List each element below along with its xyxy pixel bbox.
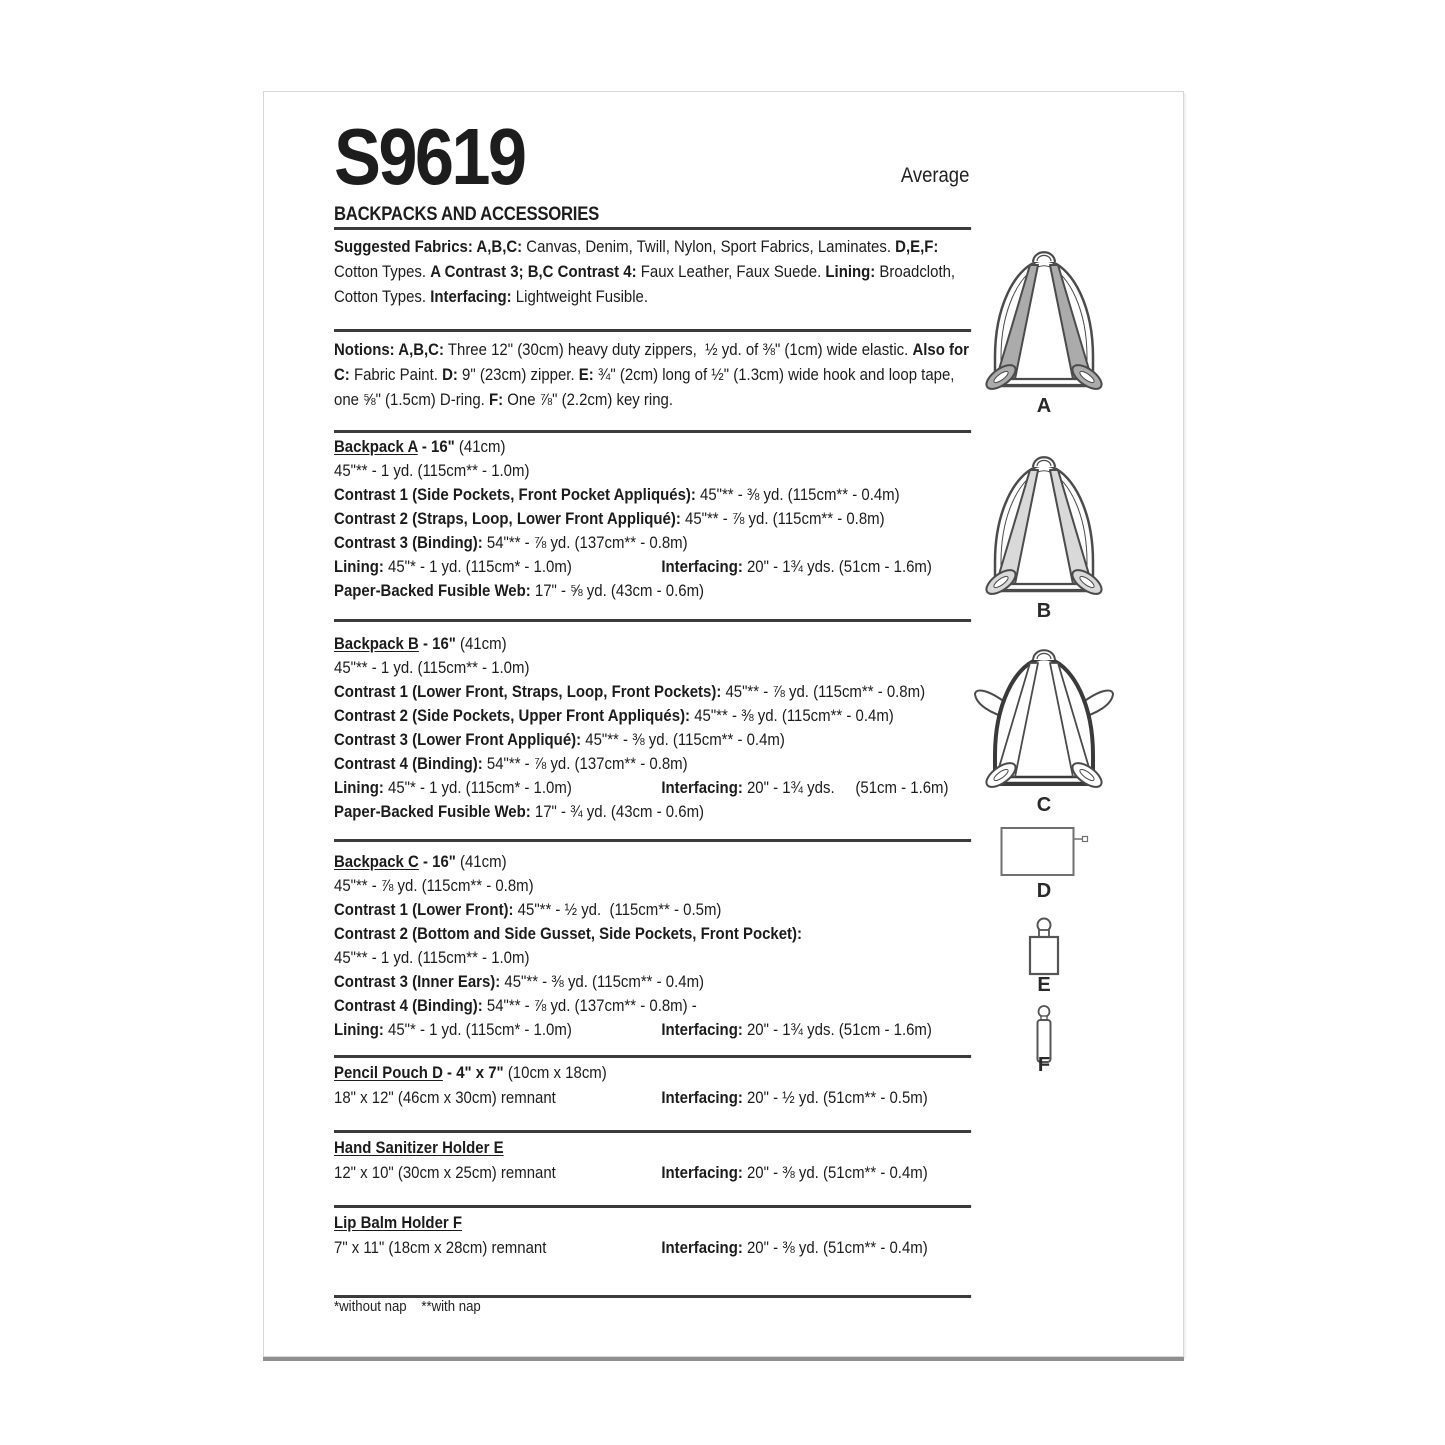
lip-balm-holder-f-section: [334, 1210, 971, 1260]
text-segment: Fabric Paint.: [349, 365, 443, 384]
text-segment: 45"** - ⅜ yd. (115cm** - 0.4m): [581, 730, 785, 749]
hand-sanitizer-holder-label: E: [1037, 974, 1051, 996]
text-segment: Paper-Backed Fusible Web:: [334, 581, 531, 600]
text-segment: Interfacing:: [430, 287, 512, 306]
text-line: [334, 776, 971, 800]
line-main: [334, 682, 925, 701]
backpack-c-label: C: [1036, 794, 1052, 816]
line-main: [334, 437, 505, 456]
text-segment: Interfacing:: [661, 1238, 743, 1257]
line-main: [334, 778, 572, 797]
text-segment: One ⅞" (2.2cm) key ring.: [503, 390, 674, 409]
backpack-b-label: B: [1036, 600, 1052, 622]
text-segment: Faux Leather, Faux Suede.: [636, 262, 826, 281]
interfacing-column: [661, 1235, 927, 1260]
text-segment: 45"** - ⅞ yd. (115cm** - 0.8m): [680, 509, 885, 528]
text-segment: 45"** - ⅜ yd. (115cm** - 0.4m): [695, 485, 900, 504]
text-segment: Also for: [912, 340, 969, 359]
line-main: [334, 996, 697, 1015]
text-segment: (41cm): [454, 437, 506, 456]
section-divider: [334, 619, 971, 622]
text-segment: Interfacing:: [661, 1088, 743, 1107]
text-line: [334, 1135, 971, 1160]
text-segment: Cotton Types.: [334, 262, 431, 281]
text-line: [334, 680, 971, 704]
lip-balm-holder-label: F: [1037, 1054, 1051, 1076]
text-segment: Contrast 3 (Binding):: [334, 533, 483, 552]
suggested-fabrics: [334, 234, 971, 309]
text-line: [334, 728, 971, 752]
text-segment: 45"* - 1 yd. (115cm* - 1.0m): [383, 557, 572, 576]
interfacing-column: [661, 1085, 927, 1110]
text-line: [334, 1060, 971, 1085]
section-divider: [334, 329, 971, 332]
interfacing-column: [661, 555, 932, 579]
line-main: [334, 948, 529, 967]
text-line: [334, 800, 971, 824]
text-line: [334, 284, 971, 309]
text-segment: 45"** - 1 yd. (115cm** - 1.0m): [334, 461, 530, 480]
interfacing-column: [661, 776, 948, 800]
text-line: [334, 1160, 971, 1185]
line-main: [334, 658, 529, 677]
line-main: [334, 237, 938, 256]
hand-sanitizer-holder-e-section: [334, 1135, 971, 1185]
line-main: [334, 1063, 607, 1082]
text-segment: Contrast 2 (Bottom and Side Gusset, Side Pockets, Front Pocket):: [334, 924, 802, 943]
text-segment: Pencil Pouch D: [334, 1063, 443, 1082]
text-segment: Contrast 2 (Straps, Loop, Lower Front Appliqué):: [334, 509, 681, 528]
line-main: [334, 1020, 572, 1039]
text-line: [334, 435, 971, 459]
text-line: [334, 1210, 971, 1235]
text-segment: Contrast 1 (Lower Front):: [334, 900, 514, 919]
text-segment: F:: [488, 390, 504, 409]
text-segment: Lining:: [334, 557, 384, 576]
text-line: [334, 531, 971, 555]
line-main: [334, 365, 954, 384]
text-segment: - 16": [417, 437, 455, 456]
text-segment: Lip Balm Holder F: [334, 1213, 463, 1232]
text-segment: C:: [334, 365, 350, 384]
text-segment: 17" - ¾ yd. (43cm - 0.6m): [530, 802, 705, 821]
text-line: [334, 337, 971, 362]
text-column: [334, 92, 971, 1356]
text-segment: 45"** - 1 yd. (115cm** - 1.0m): [334, 658, 530, 677]
text-segment: ¾" (2cm) long of ½" (1.3cm) wide hook and loop tape,: [593, 365, 955, 384]
line-main: [334, 852, 507, 871]
text-segment: Backpack A: [334, 437, 418, 456]
text-line: [334, 656, 971, 680]
line-main: [334, 1088, 556, 1107]
pencil-pouch-icon: [999, 824, 1089, 882]
text-segment: - 16": [418, 852, 456, 871]
text-segment: Broadcloth,: [875, 262, 956, 281]
text-segment: 9" (23cm) zipper.: [457, 365, 579, 384]
text-line: [334, 850, 971, 874]
text-segment: 20" - ⅜ yd. (51cm** - 0.4m): [742, 1238, 928, 1257]
text-segment: Contrast 2 (Side Pockets, Upper Front Appliqués):: [334, 706, 691, 725]
category-title: BACKPACKS AND ACCESSORIES: [334, 204, 599, 225]
line-main: [334, 509, 885, 528]
text-segment: (41cm): [455, 852, 507, 871]
line-main: [334, 262, 955, 281]
text-segment: 20" - 1¾ yds. (51cm - 1.6m): [742, 778, 949, 797]
line-main: [334, 972, 704, 991]
text-line: [334, 579, 971, 603]
text-line: [334, 922, 971, 946]
text-segment: Lining:: [825, 262, 876, 281]
interfacing-column: [661, 1018, 932, 1042]
text-segment: one ⅝" (1.5cm) D-ring.: [334, 390, 489, 409]
text-segment: (41cm): [455, 634, 507, 653]
backpack-a-line-art: [974, 242, 1114, 392]
line-main: [334, 287, 648, 306]
text-segment: E:: [578, 365, 594, 384]
text-line: [334, 704, 971, 728]
line-main: [334, 461, 529, 480]
text-segment: - 16": [418, 634, 456, 653]
section-divider: [334, 839, 971, 842]
backpack-b-icon: [974, 447, 1114, 597]
line-main: [334, 390, 673, 409]
line-main: [334, 900, 721, 919]
text-line: [334, 1085, 971, 1110]
notions: [334, 337, 971, 412]
text-line: [334, 1018, 971, 1042]
envelope-back-card: [263, 91, 1184, 1357]
text-line: [334, 459, 971, 483]
backpack-b-line-art: [974, 447, 1114, 597]
text-segment: 20" - ⅜ yd. (51cm** - 0.4m): [742, 1163, 928, 1182]
text-segment: 45"** - ⅜ yd. (115cm** - 0.4m): [500, 972, 705, 991]
text-segment: Lightweight Fusible.: [511, 287, 649, 306]
text-segment: Three 12" (30cm) heavy duty zippers, ½ yd. of ⅜" (1cm) wide elastic.: [443, 340, 913, 359]
text-segment: 45"** - 1 yd. (115cm** - 1.0m): [334, 948, 530, 967]
text-segment: Contrast 4 (Binding):: [334, 996, 483, 1015]
line-main: [334, 533, 688, 552]
text-line: [334, 483, 971, 507]
section-divider: [334, 430, 971, 433]
interfacing-column: [661, 1160, 927, 1185]
line-main: [334, 730, 785, 749]
line-main: [334, 802, 704, 821]
text-segment: 45"** - ⅞ yd. (115cm** - 0.8m): [334, 876, 534, 895]
text-segment: Backpack B: [334, 634, 419, 653]
text-segment: 54"** - ⅞ yd. (137cm** - 0.8m): [482, 754, 688, 773]
text-segment: 54"** - ⅞ yd. (137cm** - 0.8m) -: [482, 996, 697, 1015]
text-segment: Contrast 3 (Inner Ears):: [334, 972, 501, 991]
text-segment: Suggested Fabrics: A,B,C:: [334, 237, 523, 256]
difficulty-label: Average: [900, 164, 970, 187]
hand-sanitizer-line-art: [1023, 916, 1065, 978]
text-segment: Lining:: [334, 778, 384, 797]
pencil-pouch-label: D: [1036, 880, 1052, 902]
text-segment: Interfacing:: [661, 557, 743, 576]
line-main: [334, 485, 900, 504]
text-segment: Contrast 4 (Binding):: [334, 754, 483, 773]
text-line: [334, 874, 971, 898]
pattern-number: S9619: [334, 112, 525, 201]
backpack-c-icon: [954, 640, 1134, 790]
text-segment: Contrast 3 (Lower Front Appliqué):: [334, 730, 582, 749]
text-segment: D:: [442, 365, 458, 384]
pencil-pouch-line-art: [999, 824, 1089, 882]
text-segment: 45"* - 1 yd. (115cm* - 1.0m): [383, 778, 572, 797]
backpack-a-label: A: [1036, 395, 1052, 417]
text-segment: 12" x 10" (30cm x 25cm) remnant: [334, 1163, 556, 1182]
hand-sanitizer-holder-icon: [1023, 916, 1065, 978]
text-line: [334, 632, 971, 656]
line-main: [334, 1213, 462, 1232]
text-segment: Notions: A,B,C:: [334, 340, 444, 359]
text-segment: 20" - 1¾ yds. (51cm - 1.6m): [742, 557, 932, 576]
pencil-pouch-d-section: [334, 1060, 971, 1110]
text-segment: 45"** - ⅜ yd. (115cm** - 0.4m): [690, 706, 894, 725]
text-line: [334, 555, 971, 579]
text-segment: - 4" x 7": [442, 1063, 504, 1082]
text-line: [334, 234, 971, 259]
text-segment: 17" - ⅝ yd. (43cm - 0.6m): [530, 581, 705, 600]
text-line: [334, 387, 971, 412]
text-segment: 45"** - ½ yd. (115cm** - 0.5m): [513, 900, 722, 919]
line-main: [334, 924, 802, 943]
text-segment: Interfacing:: [661, 778, 743, 797]
text-line: [334, 752, 971, 776]
text-line: [334, 362, 971, 387]
text-segment: Contrast 1 (Side Pockets, Front Pocket Appliqués):: [334, 485, 696, 504]
text-segment: Canvas, Denim, Twill, Nylon, Sport Fabrics, Laminates.: [522, 237, 896, 256]
line-main: [334, 1138, 504, 1157]
nap-footnote: *without nap **with nap: [334, 1298, 481, 1315]
text-line: [334, 994, 971, 1018]
line-main: [334, 754, 688, 773]
section-divider: [334, 1130, 971, 1133]
section-divider: [334, 1055, 971, 1058]
line-main: [334, 634, 507, 653]
text-segment: 20" - 1¾ yds. (51cm - 1.6m): [742, 1020, 932, 1039]
text-line: [334, 970, 971, 994]
text-line: [334, 1235, 971, 1260]
text-segment: 7" x 11" (18cm x 28cm) remnant: [334, 1238, 547, 1257]
text-segment: 45"** - ⅞ yd. (115cm** - 0.8m): [721, 682, 926, 701]
line-main: [334, 340, 969, 359]
backpack-c-section: [334, 850, 971, 1042]
text-segment: D,E,F:: [895, 237, 939, 256]
text-segment: Cotton Types.: [334, 287, 431, 306]
text-segment: 20" - ½ yd. (51cm** - 0.5m): [742, 1088, 928, 1107]
text-segment: Interfacing:: [661, 1020, 743, 1039]
text-segment: Hand Sanitizer Holder E: [334, 1138, 504, 1157]
text-segment: (10cm x 18cm): [503, 1063, 607, 1082]
text-line: [334, 898, 971, 922]
backpack-a-section: [334, 435, 971, 603]
line-main: [334, 581, 704, 600]
text-segment: Paper-Backed Fusible Web:: [334, 802, 531, 821]
backpack-c-line-art: [954, 640, 1134, 790]
text-segment: Contrast 1 (Lower Front, Straps, Loop, Front Pockets):: [334, 682, 722, 701]
text-segment: 45"* - 1 yd. (115cm* - 1.0m): [383, 1020, 572, 1039]
line-main: [334, 876, 534, 895]
text-line: [334, 259, 971, 284]
text-line: [334, 507, 971, 531]
text-segment: Lining:: [334, 1020, 384, 1039]
section-divider: [334, 1295, 971, 1298]
line-main: [334, 706, 894, 725]
backpack-b-section: [334, 632, 971, 824]
section-divider: [334, 1205, 971, 1208]
section-divider: [334, 227, 971, 230]
backpack-a-icon: [974, 242, 1114, 392]
line-main: [334, 557, 572, 576]
line-main: [334, 1163, 556, 1182]
text-segment: Backpack C: [334, 852, 419, 871]
text-segment: Interfacing:: [661, 1163, 743, 1182]
text-segment: 18" x 12" (46cm x 30cm) remnant: [334, 1088, 556, 1107]
line-main: [334, 1238, 546, 1257]
text-segment: A Contrast 3; B,C Contrast 4:: [430, 262, 637, 281]
text-line: [334, 946, 971, 970]
text-segment: 54"** - ⅞ yd. (137cm** - 0.8m): [482, 533, 688, 552]
